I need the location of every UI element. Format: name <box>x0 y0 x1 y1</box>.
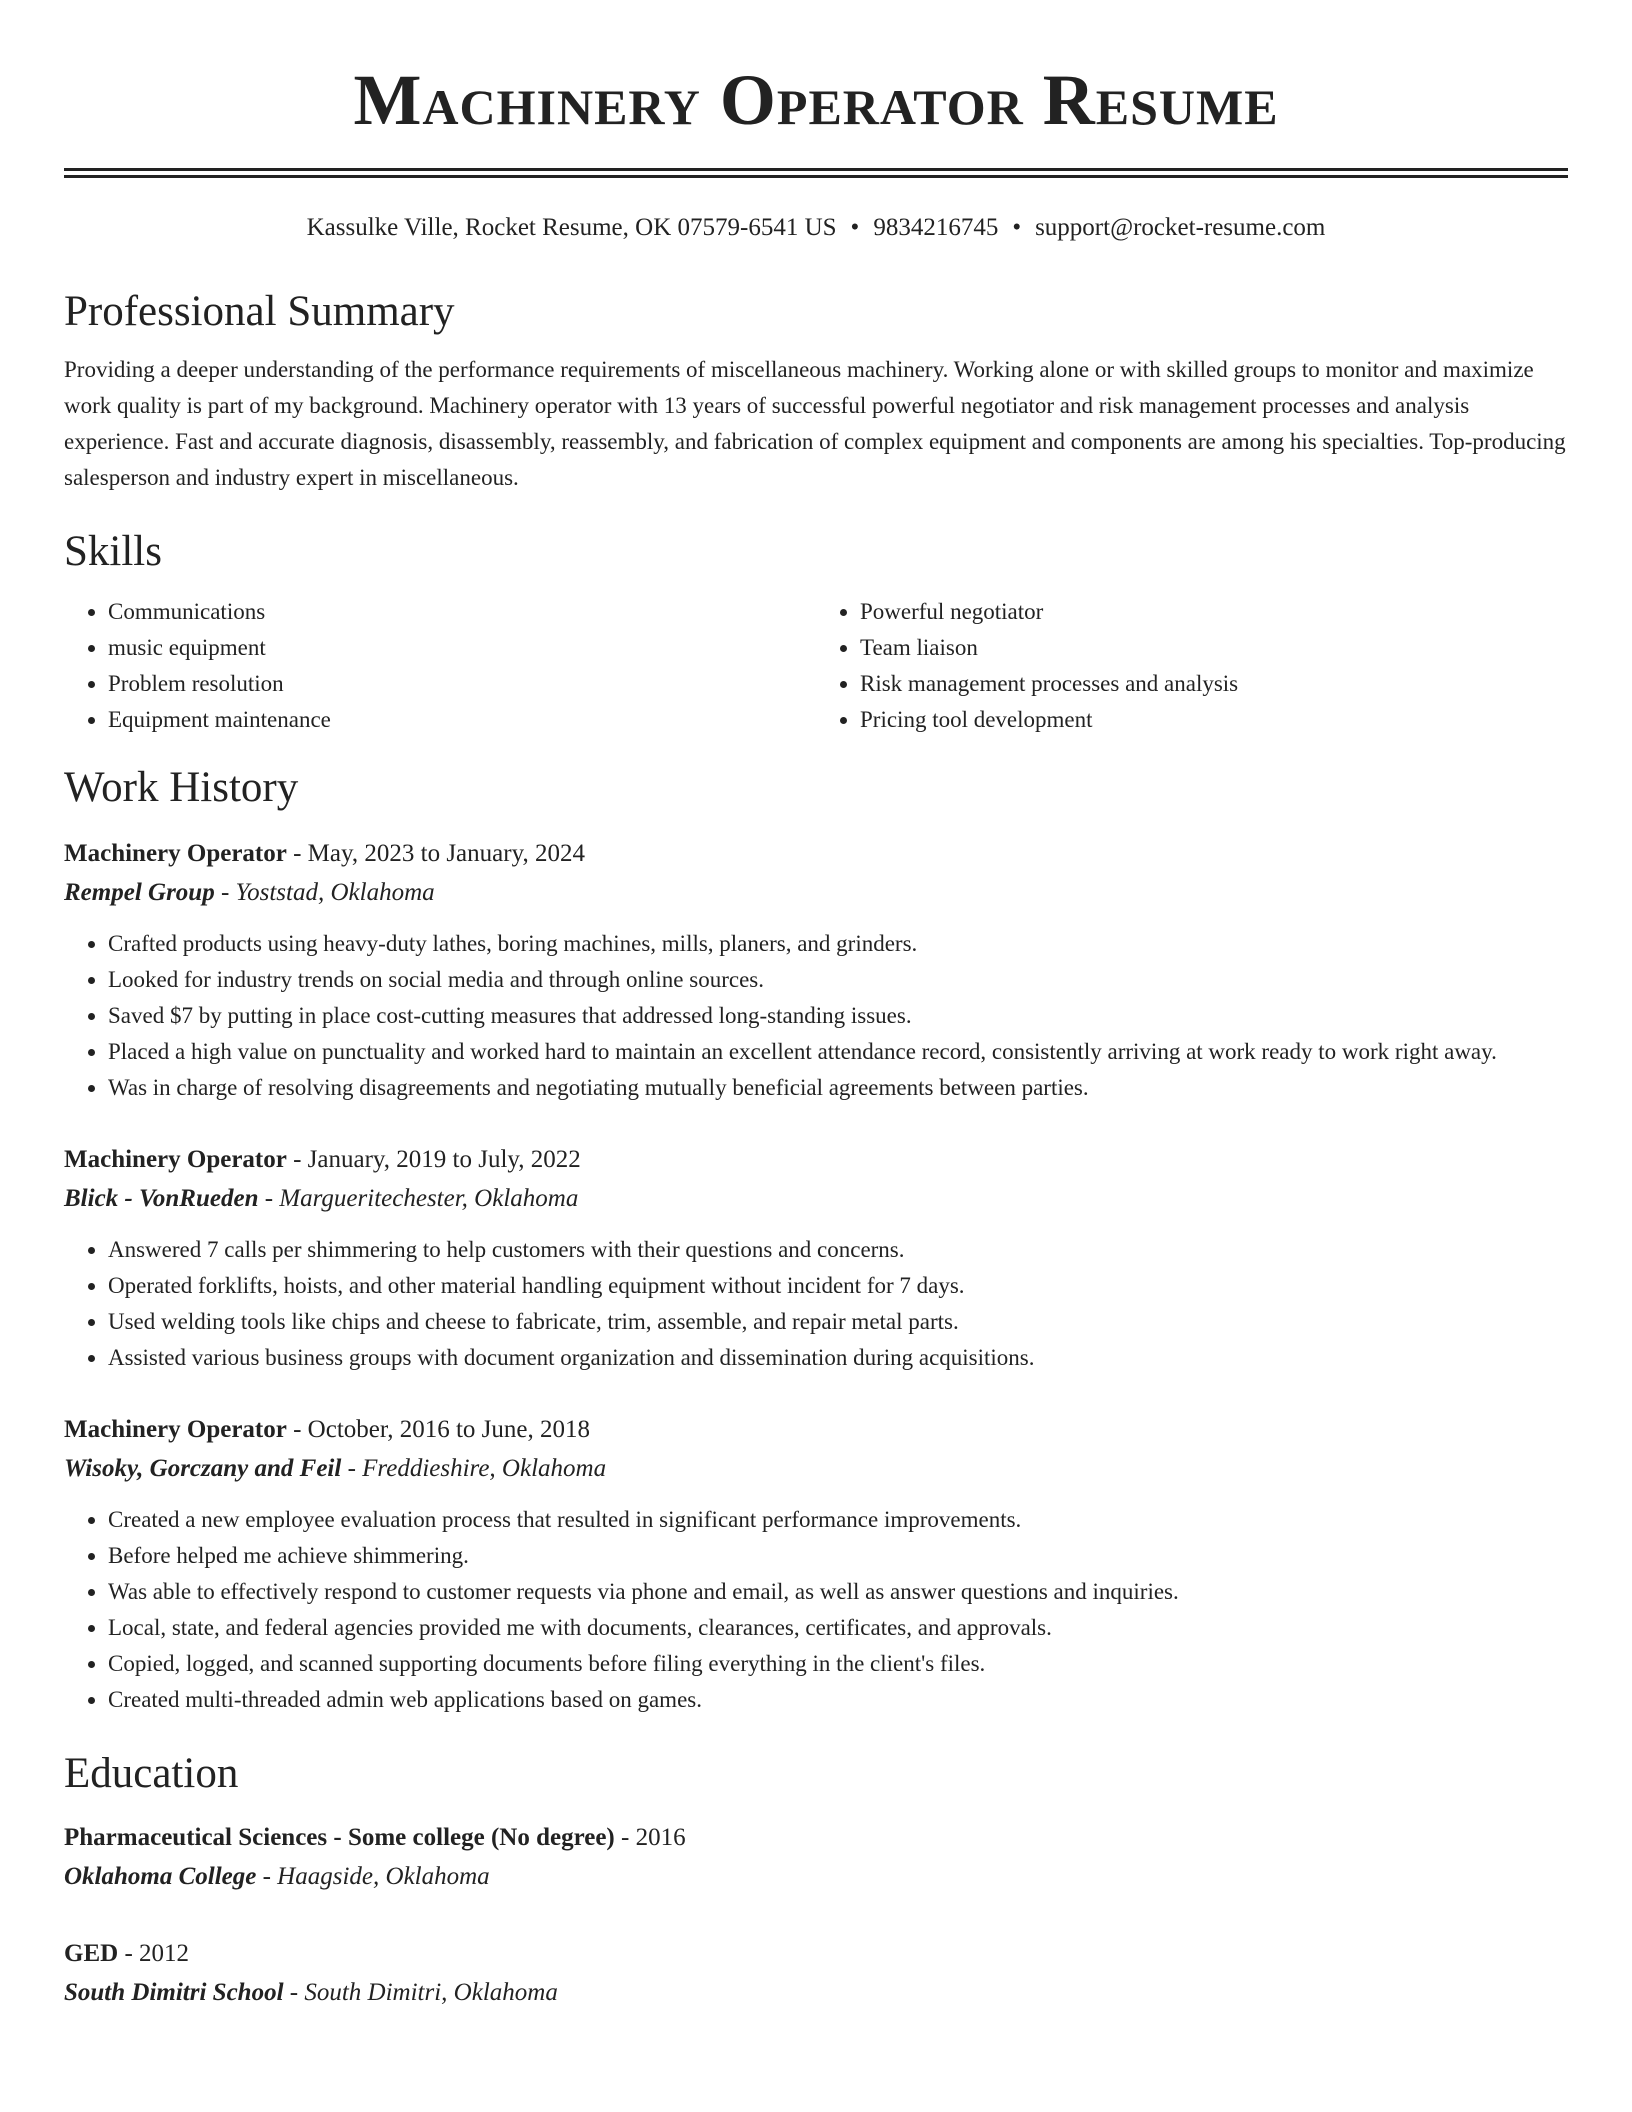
job-bullet: • Answered 7 calls per shimmering to help customers with their questions and concerns. <box>108 1232 1568 1268</box>
education-entry <box>64 1818 1568 1896</box>
education-year: - 2012 <box>118 1940 190 1967</box>
skill-item: • Pricing tool development <box>860 702 1568 738</box>
job-company: Rempel Group <box>64 879 215 906</box>
skill-item: • Team liaison <box>860 630 1568 666</box>
contact-phone: 9834216745 <box>873 214 999 241</box>
skills-grid <box>64 594 1568 738</box>
job-bullet: • Before helped me achieve shimmering. <box>108 1538 1568 1574</box>
job-location: - Freddieshire, Oklahoma <box>341 1455 607 1482</box>
job-dates: - January, 2019 to July, 2022 <box>286 1146 581 1173</box>
skill-item: • Powerful negotiator <box>860 594 1568 630</box>
education-location: - South Dimitri, Oklahoma <box>283 1979 558 2006</box>
summary-text: Providing a deeper understanding of the performance requirements of miscellaneous machinery. Working alone or with skilled groups to monitor and maximize work quality is part of my background. Machinery operator with 13 years of successful powerful negotiator and risk management processes and analysis experience. Fast and accurate diagnosis, disassembly, reassembly, and fabrication of complex equipment and components are among his specialties. Top-producing salesperson and industry expert in miscellaneous. <box>64 357 1566 490</box>
job-dates: - May, 2023 to January, 2024 <box>286 840 585 867</box>
skill-item: • Communications <box>108 594 816 630</box>
job-bullet: • Was able to effectively respond to customer requests via phone and email, as well as answer questions and inquiries. <box>108 1574 1568 1610</box>
job-company-line <box>64 1180 1568 1218</box>
education-heading: Education <box>64 1750 239 1797</box>
job-title: Machinery Operator <box>64 1416 287 1443</box>
job-bullets <box>64 926 1568 1106</box>
contact-separator: • <box>850 214 860 241</box>
education-degree: GED <box>64 1940 119 1967</box>
job-bullet: • Assisted various business groups with document organization and dissemination during acquisitions. <box>108 1340 1568 1376</box>
job-title: Machinery Operator <box>64 1146 287 1173</box>
skill-item: • music equipment <box>108 630 816 666</box>
job-bullet: • Crafted products using heavy-duty lathes, boring machines, mills, planers, and grinders. <box>108 926 1568 962</box>
skill-item: • Problem resolution <box>108 666 816 702</box>
job-bullet: • Placed a high value on punctuality and worked hard to maintain an excellent attendance record, consistently arriving at work ready to work right away. <box>108 1034 1568 1070</box>
job-bullet: • Copied, logged, and scanned supporting documents before filing everything in the client's files. <box>108 1646 1568 1682</box>
job-bullet: • Operated forklifts, hoists, and other material handling equipment without incident for 7 days. <box>108 1268 1568 1304</box>
education-degree-line <box>64 1934 1568 1974</box>
work-history-heading: Work History <box>64 764 299 811</box>
contact-address: Kassulke Ville, Rocket Resume, OK 07579-6541 US <box>306 214 837 241</box>
job-title-line <box>64 1410 1568 1450</box>
title-double-rule <box>64 168 1568 178</box>
skills-column-right <box>816 594 1568 738</box>
job-title: Machinery Operator <box>64 840 287 867</box>
summary-heading: Professional Summary <box>64 288 455 335</box>
job-bullet: • Local, state, and federal agencies provided me with documents, clearances, certificates, and approvals. <box>108 1610 1568 1646</box>
job-title-line <box>64 834 1568 874</box>
education-location: - Haagside, Oklahoma <box>256 1863 490 1890</box>
job-company: Blick - VonRueden <box>64 1185 259 1212</box>
job-entry <box>64 834 1568 1106</box>
resume-title: Machinery Operator Resume <box>353 60 1279 140</box>
job-bullet: • Created a new employee evaluation process that resulted in significant performance improvements. <box>108 1502 1568 1538</box>
education-degree-line <box>64 1818 1568 1858</box>
job-bullet: • Used welding tools like chips and cheese to fabricate, trim, assemble, and repair metal parts. <box>108 1304 1568 1340</box>
skills-column-left <box>64 594 816 738</box>
job-bullets <box>64 1502 1568 1718</box>
contact-separator: • <box>1012 214 1022 241</box>
job-company-line <box>64 1450 1568 1488</box>
job-bullet: • Created multi-threaded admin web applications based on games. <box>108 1682 1568 1718</box>
job-company: Wisoky, Gorczany and Feil <box>64 1455 342 1482</box>
education-school: South Dimitri School <box>64 1979 284 2006</box>
education-school: Oklahoma College <box>64 1863 257 1890</box>
job-dates: - October, 2016 to June, 2018 <box>286 1416 590 1443</box>
job-entry <box>64 1410 1568 1718</box>
education-school-line <box>64 1858 1568 1896</box>
job-bullets <box>64 1232 1568 1376</box>
job-entry <box>64 1140 1568 1376</box>
job-location: - Margueritechester, Oklahoma <box>258 1185 579 1212</box>
education-year: - 2016 <box>614 1824 686 1851</box>
job-title-line <box>64 1140 1568 1180</box>
skill-item: • Equipment maintenance <box>108 702 816 738</box>
job-bullet: • Was in charge of resolving disagreements and negotiating mutually beneficial agreements between parties. <box>108 1070 1568 1106</box>
skills-heading: Skills <box>64 528 162 575</box>
job-location: - Yoststad, Oklahoma <box>214 879 435 906</box>
education-degree: Pharmaceutical Sciences - Some college (No degree) <box>64 1824 615 1851</box>
contact-email: support@rocket-resume.com <box>1035 214 1326 241</box>
education-entry <box>64 1934 1568 2012</box>
skill-item: • Risk management processes and analysis <box>860 666 1568 702</box>
education-school-line <box>64 1974 1568 2012</box>
job-bullet: • Saved $7 by putting in place cost-cutting measures that addressed long-standing issues. <box>108 998 1568 1034</box>
contact-line <box>64 212 1568 244</box>
job-bullet: • Looked for industry trends on social media and through online sources. <box>108 962 1568 998</box>
job-company-line <box>64 874 1568 912</box>
